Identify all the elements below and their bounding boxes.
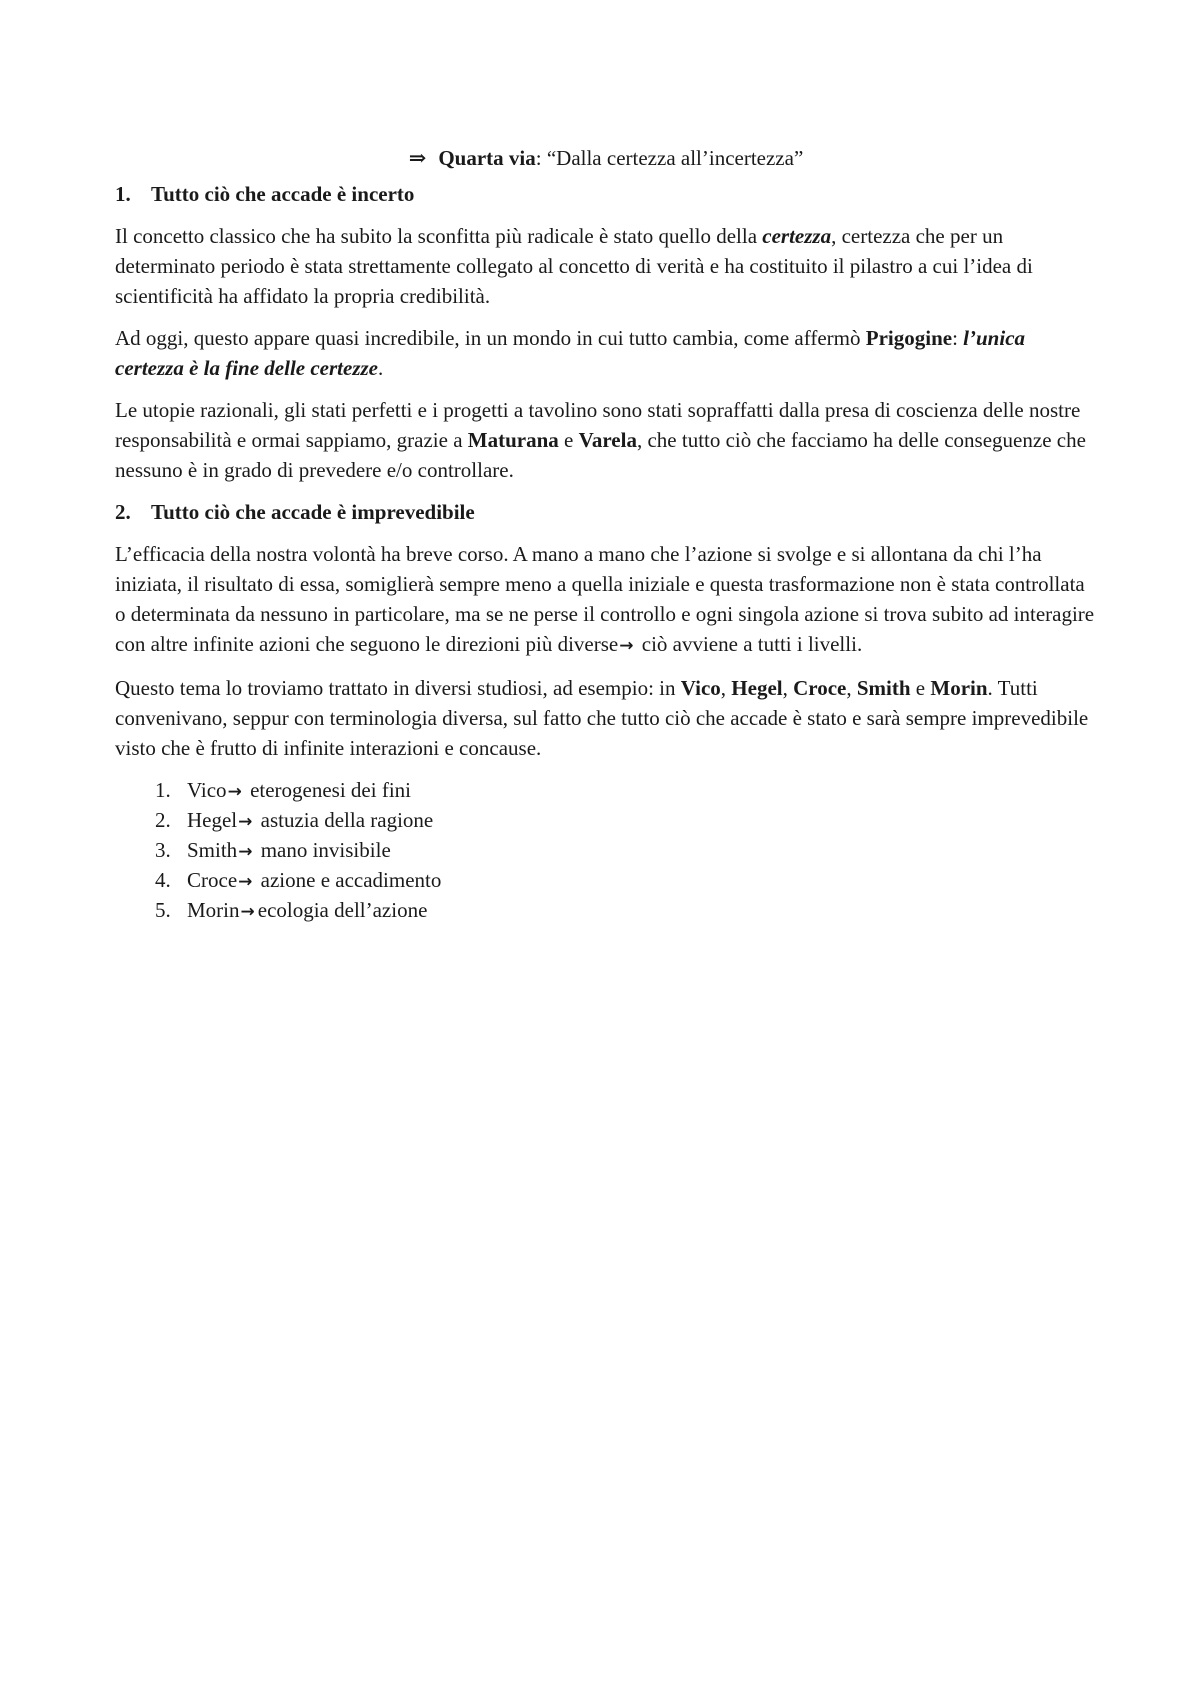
text-run: , xyxy=(782,676,794,700)
section-2-number: 2. xyxy=(115,500,131,524)
list-number: 5. xyxy=(155,898,171,922)
list-number: 4. xyxy=(155,868,171,892)
text-run: L’efficacia della nostra volontà ha breve corso. A mano a mano che l’azione si svolge e si allontana da chi l’ha iniziata, il risultato di essa, somiglierà sempre meno a quella iniziale e questa trasformazione non è stata controllata o determinata da nessuno in particolare, ma se ne perse il controllo e ogni singola azione si trova subito ad interagire con altre infinite azioni che seguono le direzioni più diverse xyxy=(115,542,1095,656)
list-concept: ecologia dell’azione xyxy=(257,898,428,922)
list-item xyxy=(155,895,1097,925)
name-morin: Morin xyxy=(930,676,988,700)
section-2-heading xyxy=(115,497,1097,527)
text-run: , xyxy=(720,676,732,700)
section-2-paragraph-1 xyxy=(115,539,1097,661)
quote-prigogine: l’unica certezza è la fine delle certezze xyxy=(115,326,1026,380)
name-vico: Vico xyxy=(680,676,721,700)
list-concept: azione e accadimento xyxy=(255,868,442,892)
text-run: Ad oggi, questo appare quasi incredibile, in un mondo in cui tutto cambia, come affermò xyxy=(115,326,866,350)
list-author: Vico xyxy=(187,778,227,802)
list-item xyxy=(155,835,1097,865)
list-author: Smith xyxy=(187,838,238,862)
list-item xyxy=(155,775,1097,805)
section-1-number: 1. xyxy=(115,182,131,206)
name-maturana: Maturana xyxy=(467,428,559,452)
text-run: e xyxy=(910,676,931,700)
list-concept: eterogenesi dei fini xyxy=(244,778,411,802)
list-concept: astuzia della ragione xyxy=(255,808,434,832)
text-run: Questo tema lo troviamo trattato in diversi studiosi, ad esempio: in xyxy=(115,676,681,700)
section-1-heading xyxy=(115,179,1097,209)
list-item xyxy=(155,805,1097,835)
section-1-paragraph-1 xyxy=(115,221,1097,311)
right-arrow-icon: → xyxy=(227,782,242,802)
text-run: , certezza che per un determinato periodo è stata strettamente collegato al concetto di verità e ha costituito il pilastro a cui l’idea di scientificità ha affidato la propria credibilità. xyxy=(115,224,1033,308)
section-1-title: Tutto ciò che accade è incerto xyxy=(151,182,415,206)
right-arrow-icon: → xyxy=(240,902,255,922)
name-croce: Croce xyxy=(793,676,847,700)
name-hegel: Hegel xyxy=(731,676,783,700)
section-2-paragraph-2 xyxy=(115,673,1097,763)
text-run: e xyxy=(558,428,579,452)
emphasis-certezza: certezza xyxy=(762,224,832,248)
name-smith: Smith xyxy=(856,676,911,700)
double-arrow-icon: ⇒ xyxy=(408,146,427,170)
text-run: , che tutto ciò che facciamo ha delle conseguenze che nessuno è in grado di prevedere e/o controllare. xyxy=(115,428,1086,482)
authors-list xyxy=(115,775,1097,925)
section-1-paragraph-2 xyxy=(115,323,1097,383)
text-run: . xyxy=(378,356,384,380)
list-author: Croce xyxy=(187,868,238,892)
list-number: 3. xyxy=(155,838,171,862)
text-run: Il concetto classico che ha subito la sconfitta più radicale è stato quello della xyxy=(115,224,763,248)
text-run: ciò avviene a tutti i livelli. xyxy=(636,632,863,656)
list-number: 1. xyxy=(155,778,171,802)
list-author: Morin xyxy=(187,898,240,922)
text-run: , xyxy=(846,676,857,700)
right-arrow-icon: → xyxy=(619,636,634,656)
text-run: : xyxy=(952,326,964,350)
right-arrow-icon: → xyxy=(238,872,253,892)
list-item xyxy=(155,865,1097,895)
right-arrow-icon: → xyxy=(238,812,253,832)
section-1-paragraph-3 xyxy=(115,395,1097,485)
name-varela: Varela xyxy=(578,428,637,452)
right-arrow-icon: → xyxy=(238,842,253,862)
document-title xyxy=(115,143,1097,173)
text-run: Le utopie razionali, gli stati perfetti e i progetti a tavolino sono stati sopraffatti dalla presa di coscienza delle nostre responsabilità e ormai sappiamo, grazie a xyxy=(115,398,1081,452)
list-author: Hegel xyxy=(187,808,238,832)
list-concept: mano invisibile xyxy=(255,838,391,862)
name-prigogine: Prigogine xyxy=(865,326,953,350)
section-2-title: Tutto ciò che accade è imprevedibile xyxy=(151,500,475,524)
text-run: . Tutti convenivano, seppur con terminologia diversa, sul fatto che tutto ciò che accade è stato e sarà sempre imprevedibile visto che è frutto di infinite interazioni e concause. xyxy=(115,676,1089,760)
list-number: 2. xyxy=(155,808,171,832)
title-label: Quarta via xyxy=(438,146,536,170)
title-rest: : “Dalla certezza all’incertezza” xyxy=(535,146,804,170)
